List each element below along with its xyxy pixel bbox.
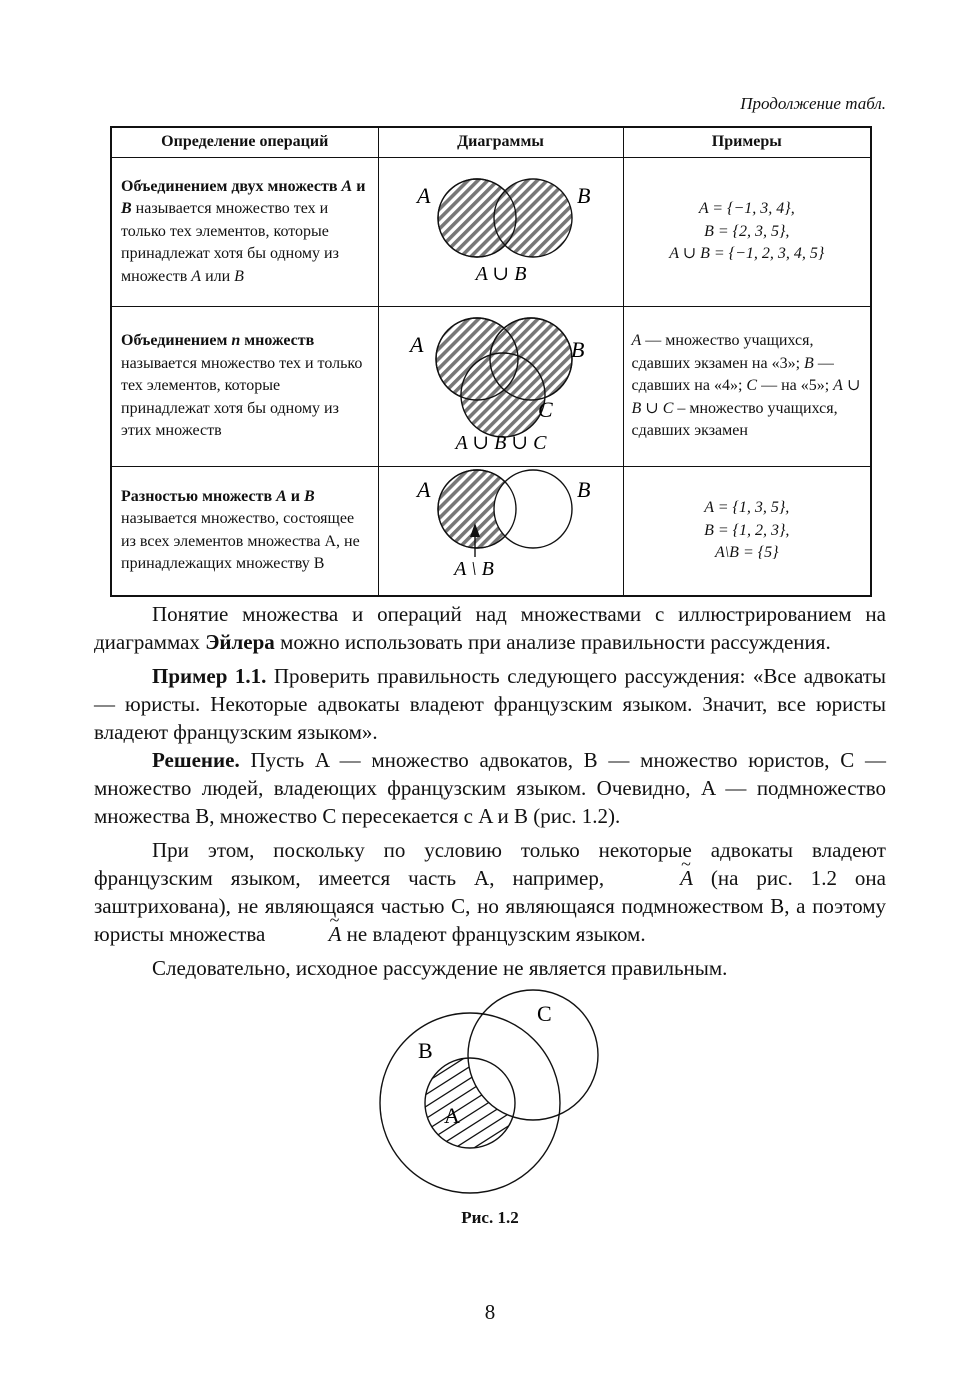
examples-union-two: A = {−1, 3, 4}, B = {2, 3, 5}, A ∪ B = {−1, 2, 3, 4, 5} (623, 158, 871, 307)
page-number: 8 (484, 1300, 496, 1324)
examples-union-n: A — множество учащихся, сдавших экзамен на «3»; B — сдавших на «4»; C — на «5»; A ∪ B ∪ C – множество учащихся, сдавших экзамен (623, 306, 871, 467)
label-b: B (576, 183, 590, 208)
venn-union-three (379, 307, 624, 459)
diagram-union-two (378, 158, 623, 307)
header-diagrams: Диаграммы (378, 127, 623, 158)
paragraph-solution: Решение. Пусть A — множество адвокатов, B — множество юристов, C — множество людей, владеющих французским языком. Очевидно, A — подмножество множества B, множество C пересекается с A и B (рис. 1.2). (94, 748, 887, 828)
a-tilde-symbol: ~ A (622, 864, 693, 892)
set-c-circle (468, 990, 598, 1120)
diagram-union-n (378, 306, 623, 467)
svg-text:B: B (576, 477, 590, 502)
a-tilde-symbol: ~ A (271, 920, 342, 948)
paragraph-euler: Понятие множества и операций над множествами с иллюстрированием на диаграммах Эйлера можно использовать при анализе правильности рассуждения. (94, 602, 886, 654)
definition-union-two: Объединением двух множеств A и B называется множество тех и только тех элементов, которые принадлежат хотя бы одному из множеств A или B (111, 158, 378, 307)
venn-difference (379, 467, 624, 587)
diagram-caption: A ∪ B (475, 263, 526, 285)
header-definition: Определение операций (111, 127, 378, 158)
diagram-caption: A \ B (453, 558, 494, 580)
svg-text:B: B (570, 336, 584, 362)
table-row-union-two (111, 158, 871, 307)
table-continuation-label: Продолжение табл. (740, 94, 886, 113)
diagram-caption: A ∪ B ∪ C (455, 431, 546, 454)
svg-text:A: A (416, 477, 430, 502)
paragraph-conclusion: Следовательно, исходное рассуждение не является правильным. (152, 956, 728, 980)
svg-text:A: A (409, 331, 423, 357)
figure-1-2 (360, 975, 620, 1200)
label-a: A (416, 183, 430, 208)
table-row-union-n (111, 306, 871, 467)
diagram-difference (378, 467, 623, 596)
table-header-row (111, 127, 871, 158)
label-a: A (444, 1103, 460, 1128)
figure-caption: Рис. 1.2 (461, 1208, 519, 1227)
label-b: B (418, 1038, 433, 1063)
examples-difference: A = {1, 3, 5}, B = {1, 2, 3}, A\B = {5} (623, 467, 871, 596)
definition-union-n: Объединением n множеств называется множество тех и только тех элементов, которые принадлежат хотя бы одному из этих множеств (111, 306, 378, 467)
operations-table (110, 126, 872, 597)
label-c: C (537, 1001, 552, 1026)
header-examples: Примеры (623, 127, 871, 158)
svg-text:C: C (537, 396, 553, 422)
table-row-difference (111, 467, 871, 596)
definition-difference: Разностью множеств A и B называется множество, состоящее из всех элементов множества A, не принадлежащих множеству B (111, 467, 378, 596)
body-text (94, 600, 886, 982)
paragraph-example: Пример 1.1. Проверить правильность следующего рассуждения: «Все адвокаты — юристы. Некоторые адвокаты владеют французским языком. Значит, все юристы владеют французским языком». (94, 664, 887, 744)
paragraph-explanation: При этом, поскольку по условию только некоторые адвокаты владеют французским языком, имеется часть A, например, ~ A (на рис. 1.2 она заштрихована), не являющаяся частью C, но являющаяся подмножеством B, а поэтому юристы множества ~ A не владеют французским языком. (94, 836, 886, 948)
venn-union-two (379, 158, 624, 298)
set-c-circle (461, 353, 545, 437)
